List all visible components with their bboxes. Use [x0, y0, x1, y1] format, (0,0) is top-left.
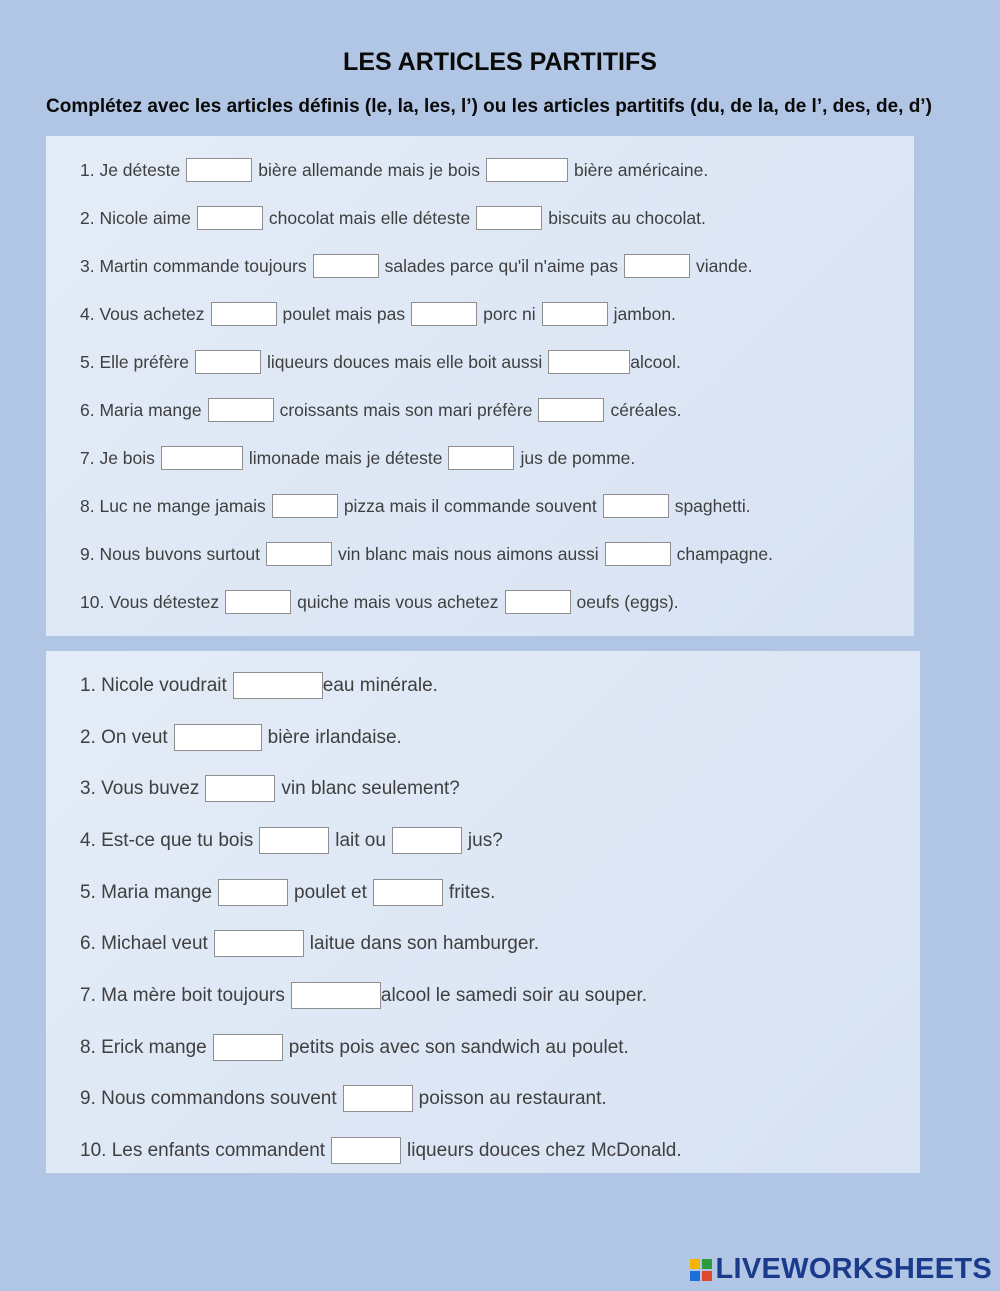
- line-text: limonade mais je déteste: [248, 447, 443, 468]
- line-text: vin blanc seulement?: [281, 777, 460, 799]
- answer-input[interactable]: [225, 590, 291, 614]
- line-text: poulet et: [294, 881, 367, 903]
- exercise-1-line-5: [80, 350, 681, 374]
- answer-input[interactable]: [161, 446, 243, 470]
- answer-input[interactable]: [605, 542, 671, 566]
- line-text: pizza mais il commande souvent: [343, 495, 597, 516]
- exercise-1-line-1: [80, 158, 708, 182]
- logo-mark-square: [702, 1271, 712, 1281]
- answer-input[interactable]: [208, 398, 274, 422]
- line-text: liqueurs douces mais elle boit aussi: [266, 351, 543, 372]
- line-text: 3. Vous buvez: [80, 777, 200, 799]
- answer-input[interactable]: [343, 1085, 413, 1112]
- answer-input[interactable]: [195, 350, 261, 374]
- answer-input[interactable]: [266, 542, 332, 566]
- line-text: 8. Luc ne mange jamais: [80, 495, 266, 516]
- line-text: frites.: [448, 881, 496, 903]
- logo-mark-square: [690, 1259, 700, 1269]
- answer-input[interactable]: [205, 775, 275, 802]
- line-text: laitue dans son hamburger.: [309, 932, 540, 954]
- line-text: 7. Ma mère boit toujours: [80, 984, 285, 1006]
- exercise-1-line-6: [80, 398, 681, 422]
- answer-input[interactable]: [291, 982, 381, 1009]
- answer-input[interactable]: [197, 206, 263, 230]
- line-text: bière allemande mais je bois: [258, 159, 481, 180]
- answer-input[interactable]: [214, 930, 304, 957]
- answer-input[interactable]: [373, 879, 443, 906]
- line-text: poisson au restaurant.: [418, 1087, 607, 1109]
- exercise-2-line-3: [80, 775, 460, 802]
- line-text: vin blanc mais nous aimons aussi: [337, 543, 599, 564]
- line-text: jus?: [467, 829, 503, 851]
- answer-input[interactable]: [486, 158, 568, 182]
- line-text: biscuits au chocolat.: [548, 207, 706, 228]
- line-text: 10. Les enfants commandent: [80, 1139, 326, 1161]
- line-text: eau minérale.: [322, 674, 438, 696]
- exercise-1-line-7: [80, 446, 635, 470]
- answer-input[interactable]: [624, 254, 690, 278]
- line-text: 2. Nicole aime: [80, 207, 191, 228]
- line-text: 10. Vous détestez: [80, 591, 220, 612]
- line-text: alcool le samedi soir au souper.: [380, 984, 648, 1006]
- answer-input[interactable]: [548, 350, 630, 374]
- answer-input[interactable]: [542, 302, 608, 326]
- exercise-2-panel: [46, 651, 920, 1173]
- line-text: 4. Vous achetez: [80, 303, 205, 324]
- answer-input[interactable]: [448, 446, 514, 470]
- line-text: céréales.: [610, 399, 682, 420]
- line-text: oeufs (eggs).: [576, 591, 679, 612]
- exercise-2-line-10: [80, 1137, 682, 1164]
- line-text: 1. Je déteste: [80, 159, 181, 180]
- page-title: LES ARTICLES PARTITIFS: [343, 48, 657, 76]
- exercise-1-line-8: [80, 494, 751, 518]
- liveworksheets-logo: [690, 1253, 993, 1286]
- answer-input[interactable]: [411, 302, 477, 326]
- answer-input[interactable]: [476, 206, 542, 230]
- answer-input[interactable]: [505, 590, 571, 614]
- logo-mark-square: [702, 1259, 712, 1269]
- instructions: Complétez avec les articles définis (le, la, les, l’) ou les articles partitifs (du, de la, de l’, des, de, d’): [46, 96, 932, 117]
- exercise-2-line-6: [80, 930, 539, 957]
- line-text: chocolat mais elle déteste: [268, 207, 471, 228]
- line-text: porc ni: [483, 303, 536, 324]
- line-text: 3. Martin commande toujours: [80, 255, 307, 276]
- answer-input[interactable]: [313, 254, 379, 278]
- line-text: jambon.: [613, 303, 676, 324]
- line-text: petits pois avec son sandwich au poulet.: [288, 1036, 629, 1058]
- answer-input[interactable]: [218, 879, 288, 906]
- line-text: 9. Nous buvons surtout: [80, 543, 260, 564]
- line-text: 7. Je bois: [80, 447, 155, 468]
- logo-mark-icon: [690, 1259, 712, 1281]
- exercise-1-panel: [46, 136, 914, 636]
- line-text: alcool.: [630, 351, 681, 372]
- line-text: 5. Elle préfère: [80, 351, 189, 372]
- answer-input[interactable]: [259, 827, 329, 854]
- answer-input[interactable]: [331, 1137, 401, 1164]
- line-text: bière américaine.: [574, 159, 709, 180]
- answer-input[interactable]: [538, 398, 604, 422]
- line-text: 6. Maria mange: [80, 399, 202, 420]
- line-text: croissants mais son mari préfère: [279, 399, 533, 420]
- exercise-1-line-10: [80, 590, 679, 614]
- exercise-1-line-3: [80, 254, 752, 278]
- line-text: spaghetti.: [674, 495, 751, 516]
- exercise-2-line-1: [80, 672, 438, 699]
- line-text: jus de pomme.: [520, 447, 636, 468]
- line-text: 8. Erick mange: [80, 1036, 207, 1058]
- answer-input[interactable]: [211, 302, 277, 326]
- line-text: viande.: [696, 255, 753, 276]
- exercise-1-line-2: [80, 206, 706, 230]
- logo-mark-square: [690, 1271, 700, 1281]
- line-text: 1. Nicole voudrait: [80, 674, 227, 696]
- exercise-2-line-5: [80, 879, 495, 906]
- line-text: liqueurs douces chez McDonald.: [407, 1139, 682, 1161]
- line-text: salades parce qu'il n'aime pas: [384, 255, 618, 276]
- line-text: 5. Maria mange: [80, 881, 213, 903]
- line-text: 2. On veut: [80, 726, 168, 748]
- line-text: quiche mais vous achetez: [297, 591, 499, 612]
- answer-input[interactable]: [174, 724, 262, 751]
- line-text: 9. Nous commandons souvent: [80, 1087, 337, 1109]
- exercise-2-line-4: [80, 827, 503, 854]
- exercise-2-line-8: [80, 1034, 629, 1061]
- line-text: champagne.: [676, 543, 773, 564]
- answer-input[interactable]: [392, 827, 462, 854]
- line-text: bière irlandaise.: [267, 726, 402, 748]
- answer-input[interactable]: [186, 158, 252, 182]
- answer-input[interactable]: [603, 494, 669, 518]
- exercise-1-line-4: [80, 302, 676, 326]
- exercise-2-line-2: [80, 724, 402, 751]
- answer-input[interactable]: [213, 1034, 283, 1061]
- answer-input[interactable]: [233, 672, 323, 699]
- line-text: 6. Michael veut: [80, 932, 208, 954]
- line-text: lait ou: [335, 829, 386, 851]
- exercise-2-line-7: [80, 982, 647, 1009]
- logo-text: LIVEWORKSHEETS: [715, 1253, 992, 1285]
- line-text: 4. Est-ce que tu bois: [80, 829, 254, 851]
- exercise-1-line-9: [80, 542, 773, 566]
- line-text: poulet mais pas: [282, 303, 406, 324]
- answer-input[interactable]: [272, 494, 338, 518]
- exercise-2-line-9: [80, 1085, 607, 1112]
